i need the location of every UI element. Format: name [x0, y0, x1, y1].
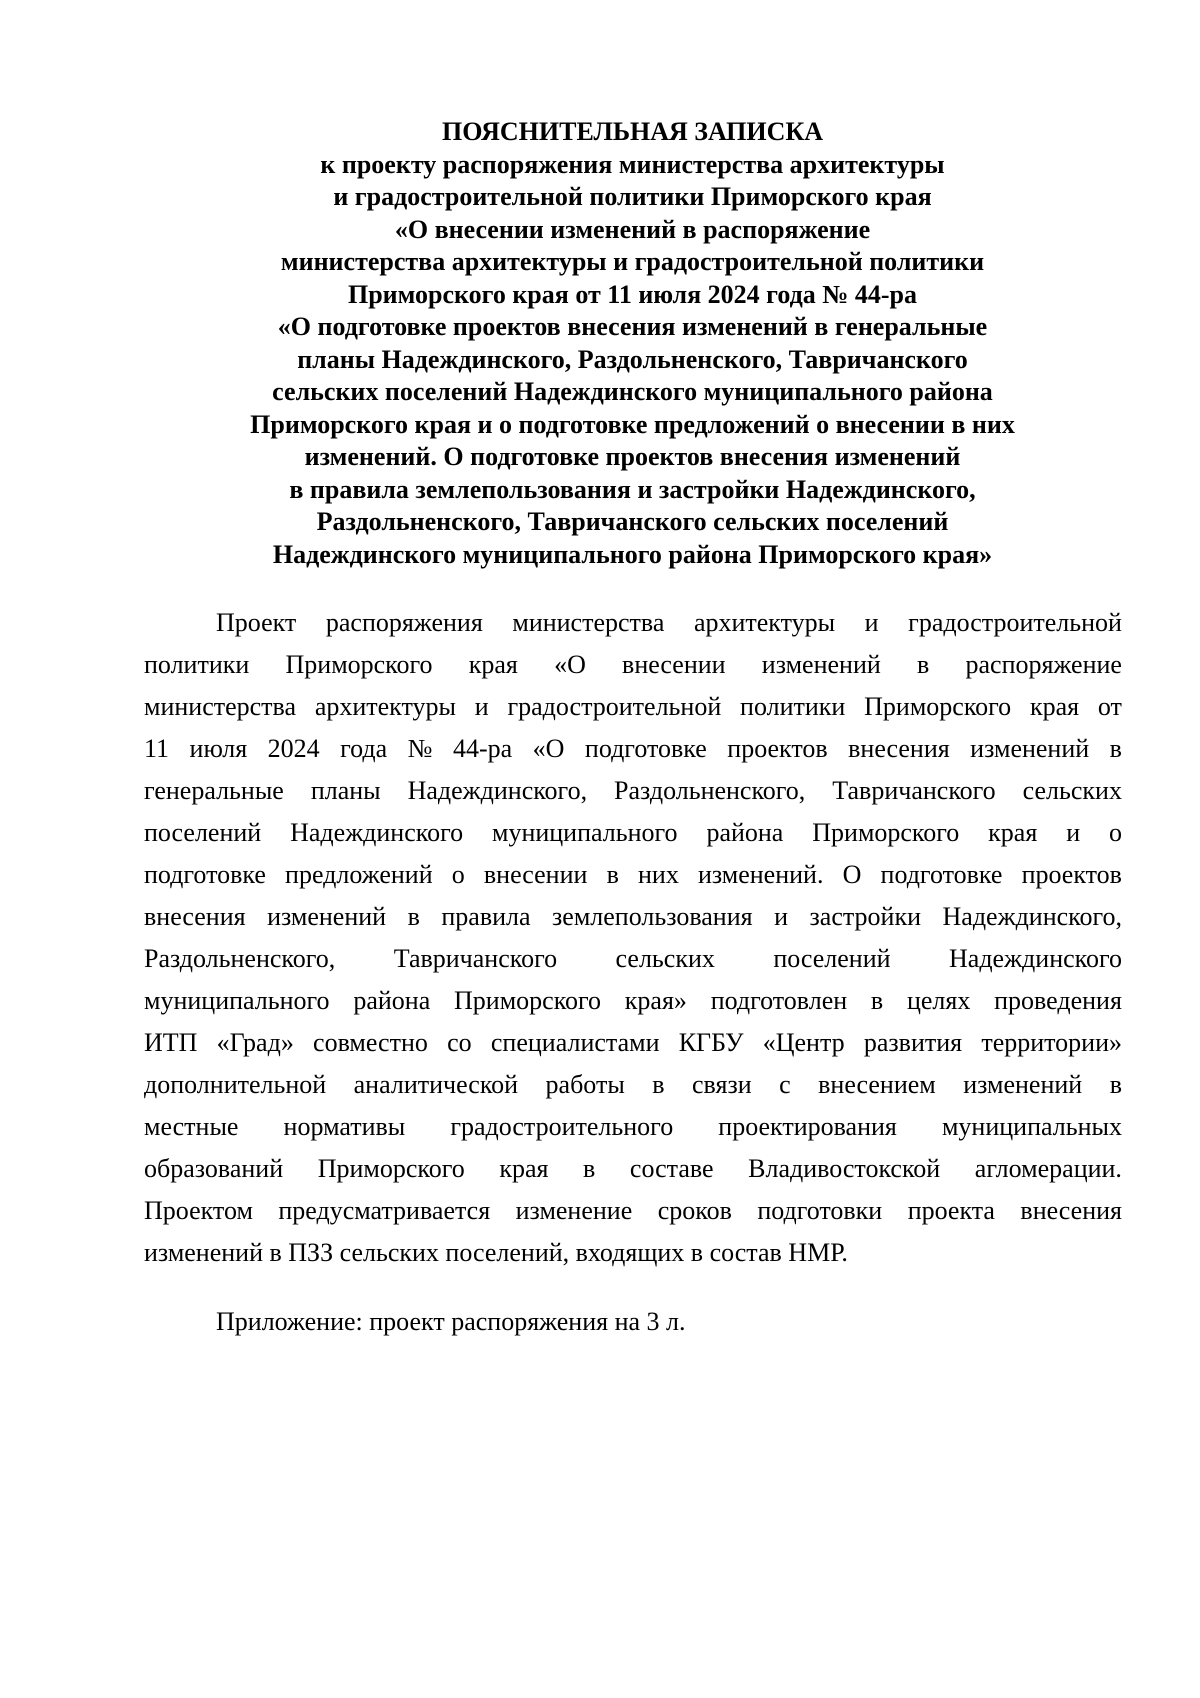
- word: в: [407, 902, 420, 931]
- body-line: [144, 1064, 1122, 1106]
- word: в: [652, 1070, 665, 1099]
- word: «Центр: [762, 1028, 845, 1057]
- word: Приморского: [317, 1154, 465, 1183]
- word: дополнительной: [144, 1070, 327, 1099]
- word: внесении: [622, 650, 726, 679]
- title-line: Надеждинского муниципального района Приморского края»: [272, 539, 993, 569]
- word: района: [706, 818, 784, 847]
- word: землепользования: [552, 902, 753, 931]
- word: Приморского: [285, 650, 433, 679]
- title-line: в правила землепользования и застройки Надеждинского,: [289, 474, 976, 504]
- word: градостроительного: [450, 1112, 674, 1141]
- attachment-note: Приложение: проект распоряжения на 3 л.: [216, 1307, 686, 1336]
- word: градостроительной: [908, 608, 1122, 637]
- word: изменений: [970, 734, 1090, 763]
- word: подготовки: [757, 1196, 883, 1225]
- body-line: [144, 728, 1122, 770]
- word: специалистами: [490, 1028, 660, 1057]
- word: Тавричанского: [832, 776, 996, 805]
- word: от: [1097, 692, 1122, 721]
- word: края: [1029, 692, 1080, 721]
- word: политики: [740, 692, 846, 721]
- word: О: [842, 860, 862, 889]
- body-line: [144, 896, 1122, 938]
- word: подготовке: [584, 734, 707, 763]
- word: архитектуры: [693, 608, 836, 637]
- word: Проект: [216, 608, 297, 637]
- word: изменений: [267, 902, 387, 931]
- body-line: [144, 1106, 1122, 1148]
- body-line: [144, 602, 1122, 644]
- word: в: [1109, 734, 1122, 763]
- word: предложений: [285, 860, 433, 889]
- word: и: [774, 902, 789, 931]
- word: правила: [441, 902, 531, 931]
- word: Надеждинского,: [407, 776, 588, 805]
- word: изменений: [761, 650, 881, 679]
- title-line: Приморского края и о подготовке предложений о внесении в них: [250, 409, 1015, 439]
- word: Владивостокской: [748, 1154, 941, 1183]
- word: о: [451, 860, 465, 889]
- word: Надеждинского: [949, 944, 1122, 973]
- body-line: [144, 644, 1122, 686]
- word: края»: [624, 986, 687, 1015]
- word: поселений: [773, 944, 891, 973]
- word: них: [637, 860, 679, 889]
- word: связи: [692, 1070, 752, 1099]
- word: муниципального: [144, 986, 330, 1015]
- word: территории»: [981, 1028, 1122, 1057]
- word: и: [474, 692, 489, 721]
- word: Раздольненского,: [144, 944, 336, 973]
- word: сроков: [657, 1196, 732, 1225]
- word: Тавричанского: [393, 944, 558, 973]
- word: Приморского: [864, 692, 1012, 721]
- word: края: [988, 818, 1038, 847]
- body-line: [144, 1190, 1122, 1232]
- word: министерства: [512, 608, 665, 637]
- word: изменение: [515, 1196, 633, 1225]
- word: изменений.: [697, 860, 824, 889]
- word: внесением: [818, 1070, 936, 1099]
- title-line: «О подготовке проектов внесения изменений в генеральные: [277, 312, 988, 341]
- word: внесения: [144, 902, 246, 931]
- word: развития: [863, 1028, 963, 1057]
- word: составе: [629, 1154, 714, 1183]
- title-line: к проекту распоряжения министерства архитектуры: [320, 149, 945, 179]
- word: Приморского: [454, 986, 602, 1015]
- word: в: [583, 1154, 596, 1183]
- body-line: [144, 980, 1122, 1022]
- word: и: [864, 608, 879, 637]
- word: о: [1109, 818, 1122, 847]
- title-line: сельских поселений Надеждинского муниципального района: [272, 377, 993, 406]
- word: нормативы: [283, 1112, 406, 1141]
- word: «Град»: [216, 1028, 294, 1057]
- word: июля: [189, 734, 248, 763]
- word: проектирования: [718, 1112, 897, 1141]
- word: года: [340, 734, 388, 763]
- word: 2024: [267, 734, 320, 763]
- body-line: [144, 770, 1122, 812]
- word: образований: [144, 1154, 284, 1183]
- title-line: планы Надеждинского, Раздольненского, Тавричанского: [297, 344, 968, 374]
- word: в: [606, 860, 619, 889]
- word: 11: [144, 734, 170, 763]
- title-line: изменений. О подготовке проектов внесения изменений: [304, 442, 961, 471]
- word: ИТП: [144, 1028, 198, 1057]
- body-paragraph: [144, 602, 1122, 1274]
- word: Раздольненского,: [614, 776, 806, 805]
- title-line: министерства архитектуры и градостроительной политики: [280, 247, 985, 276]
- body-line: [144, 812, 1122, 854]
- body-line: [144, 1148, 1122, 1190]
- word: подготовке: [144, 860, 266, 889]
- word: министерства: [144, 692, 297, 721]
- word: поселений: [144, 818, 262, 847]
- word: работы: [545, 1070, 625, 1099]
- word: проектов: [1021, 860, 1122, 889]
- word: внесения: [1020, 1196, 1122, 1225]
- word: в: [917, 650, 930, 679]
- word: местные: [144, 1112, 239, 1141]
- word: сельских: [615, 944, 715, 973]
- word: проведения: [994, 986, 1122, 1015]
- word: аналитической: [353, 1070, 519, 1099]
- body-line: [144, 686, 1122, 728]
- word: со: [447, 1028, 472, 1057]
- word: подготовке: [880, 860, 1003, 889]
- title-line: Приморского края от 11 июля 2024 года № 44-ра: [348, 279, 917, 309]
- word: внесения: [848, 734, 950, 763]
- word: в: [1109, 1070, 1122, 1099]
- title-line: «О внесении изменений в распоряжение: [394, 214, 871, 244]
- word: «О: [554, 650, 586, 679]
- word: КГБУ: [678, 1028, 744, 1057]
- word: целях: [906, 986, 971, 1015]
- word: сельских: [1022, 776, 1122, 805]
- word: края: [499, 1154, 549, 1183]
- word: проекта: [907, 1196, 995, 1225]
- word: Проектом: [144, 1196, 253, 1225]
- title-line: и градостроительной политики Приморского края: [333, 182, 932, 211]
- word: агломерации.: [974, 1154, 1122, 1183]
- word: градостроительной: [507, 692, 722, 721]
- word: Приморского: [812, 818, 960, 847]
- word: изменений: [963, 1070, 1083, 1099]
- word: архитектуры: [314, 692, 456, 721]
- word: генеральные: [144, 776, 284, 805]
- word: Надеждинского,: [942, 902, 1122, 931]
- word: района: [353, 986, 431, 1015]
- word: края: [468, 650, 518, 679]
- word: 44-ра: [452, 734, 513, 763]
- word: застройки: [809, 902, 922, 931]
- word: совместно: [313, 1028, 428, 1057]
- word: политики: [144, 650, 250, 679]
- body-line: [144, 854, 1122, 896]
- word: в: [870, 986, 884, 1015]
- word: распоряжение: [965, 650, 1122, 679]
- word: муниципальных: [941, 1112, 1122, 1141]
- body-line: [144, 1022, 1122, 1064]
- word: проектов: [727, 734, 828, 763]
- word: «О: [532, 734, 565, 763]
- document-title: [150, 116, 1115, 571]
- body-line: [144, 938, 1122, 980]
- word: предусматривается: [278, 1196, 491, 1225]
- word: и: [1066, 818, 1081, 847]
- title-line: ПОЯСНИТЕЛЬНАЯ ЗАПИСКА: [441, 117, 824, 146]
- body-line-last: изменений в ПЗЗ сельских поселений, входящих в состав НМР.: [144, 1238, 848, 1267]
- word: распоряжения: [325, 608, 483, 637]
- title-line: Раздольненского, Тавричанского сельских поселений: [316, 507, 949, 536]
- word: подготовлен: [710, 986, 848, 1015]
- word: муниципального: [491, 818, 678, 847]
- word: с: [779, 1070, 791, 1099]
- word: №: [407, 734, 433, 763]
- word: внесении: [483, 860, 588, 889]
- word: Надеждинского: [290, 818, 464, 847]
- word: планы: [310, 776, 381, 805]
